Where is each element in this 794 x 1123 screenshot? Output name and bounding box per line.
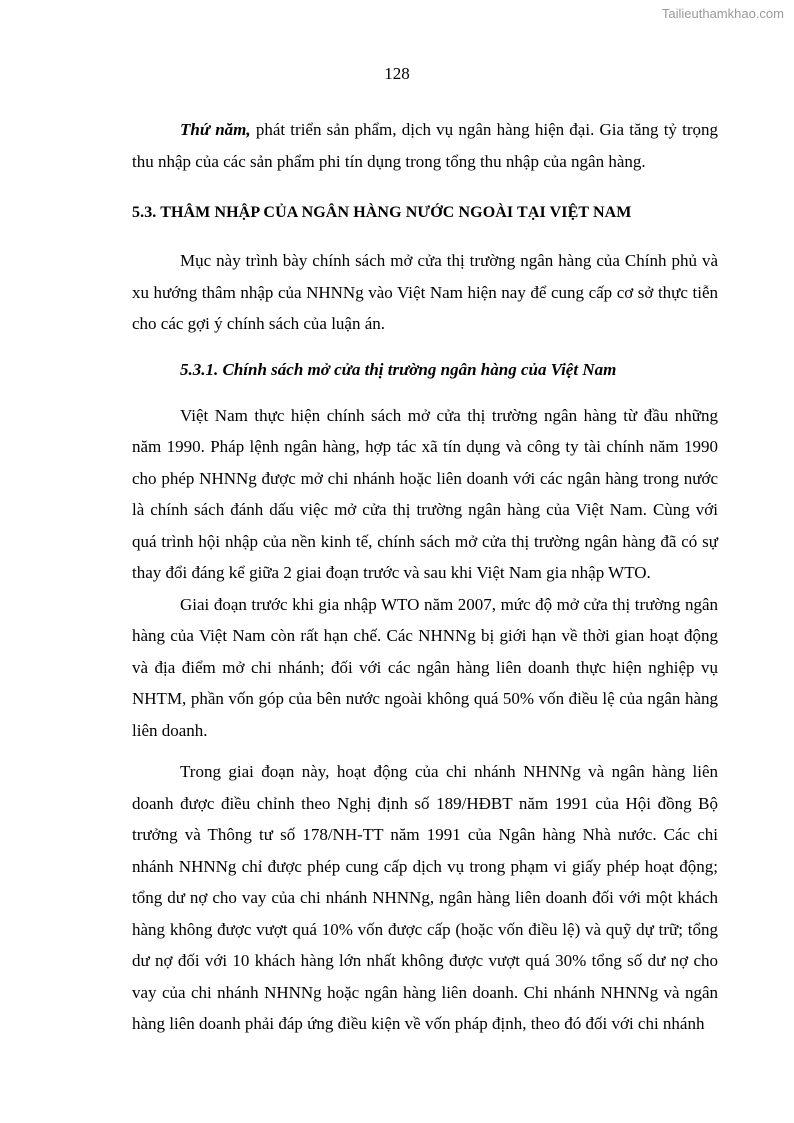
paragraph-text: phát triển sản phẩm, dịch vụ ngân hàng hiện đại. Gia tăng tỷ trọng thu nhập của các sản phẩm phi tín dụng trong tổng thu nhập của ngân hàng. xyxy=(132,120,719,171)
paragraph-intro: Mục này trình bày chính sách mở cửa thị trường ngân hàng của Chính phủ và xu hướng thâm nhập của NHNNg vào Việt Nam hiện nay để cung cấp cơ sở thực tiễn cho các gợi ý chính sách của luận án. xyxy=(132,251,718,333)
paragraph-opening-policy: Việt Nam thực hiện chính sách mở cửa thị trường ngân hàng từ đầu những năm 1990. Pháp lệnh ngân hàng, hợp tác xã tín dụng và công ty tài chính năm 1990 cho phép NHNNg được mở chi nhánh hoặc liên doanh với các ngân hàng trong nước là chính sách đánh dấu việc mở cửa thị trường ngân hàng của Việt Nam. Cùng với quá trình hội nhập của nền kinh tế, chính sách mở cửa thị trường ngân hàng đã có sự thay đổi đáng kể giữa 2 giai đoạn trước và sau khi Việt Nam gia nhập WTO. xyxy=(132,405,718,582)
paragraph-regulation: Trong giai đoạn này, hoạt động của chi nhánh NHNNg và ngân hàng liên doanh được điều chỉnh theo Nghị định số 189/HĐBT năm 1991 của Hội đồng Bộ trưởng và Thông tư số 178/NH-TT năm 1991 của Ngân hàng Nhà nước. Các chi nhánh NHNNg chỉ được phép cung cấp dịch vụ trong phạm vi giấy phép hoạt động; tổng dư nợ cho vay của chi nhánh NHNNg, ngân hàng liên doanh đối với một khách hàng không được vượt quá 10% vốn được cấp (hoặc vốn điều lệ) và quỹ dự trữ; tổng dư nợ đối với 10 khách hàng lớn nhất không được vượt quá 30% tổng số dư nợ cho vay của chi nhánh NHNNg hoặc ngân hàng liên doanh. Chi nhánh NHNNg và ngân hàng liên doanh phải đáp ứng điều kiện về vốn pháp định, theo đó đối với chi nhánh xyxy=(132,762,718,1033)
paragraph-lead: Thứ năm, xyxy=(180,120,251,139)
section-heading: 5.3. THÂM NHẬP CỦA NGÂN HÀNG NƯỚC NGOÀI TẠI VIỆT NAM xyxy=(132,204,632,221)
page-number: 128 xyxy=(384,64,410,83)
paragraph-pre-wto: Giai đoạn trước khi gia nhập WTO năm 2007, mức độ mở cửa thị trường ngân hàng của Việt Nam còn rất hạn chế. Các NHNNg bị giới hạn về thời gian hoạt động và địa điểm mở chi nhánh; đối với các ngân hàng liên doanh thực hiện nghiệp vụ NHTM, phần vốn góp của bên nước ngoài không quá 50% vốn điều lệ của ngân hàng liên doanh. xyxy=(132,594,718,740)
subsection-heading: 5.3.1. Chính sách mở cửa thị trường ngân hàng của Việt Nam xyxy=(180,359,617,379)
document-body xyxy=(132,114,718,1040)
paragraph-fifth-point xyxy=(132,114,718,177)
watermark-text: Tailieuthamkhao.com xyxy=(661,6,784,21)
